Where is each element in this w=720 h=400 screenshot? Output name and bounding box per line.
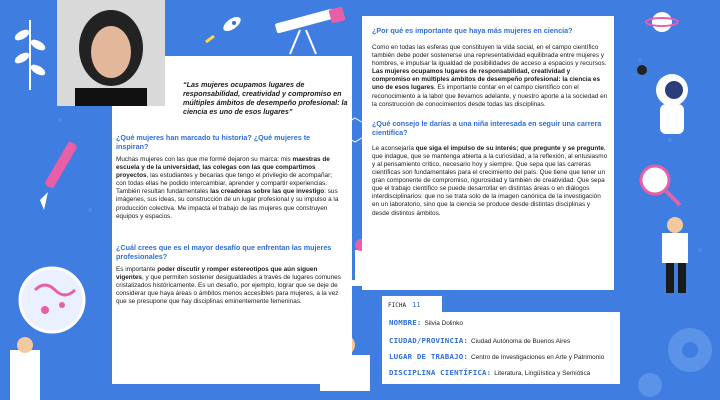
scientist-figure-icon — [10, 337, 40, 400]
astronaut-icon — [637, 65, 688, 134]
ficha-row-city — [389, 336, 570, 345]
magnifier-icon — [641, 166, 680, 205]
question-why-more-women: ¿Por qué es importante que haya más mujeres en ciencia? — [372, 26, 573, 35]
planet-icon — [646, 12, 678, 32]
rocket-icon — [206, 14, 243, 42]
right-column — [372, 26, 608, 218]
answer-inspiring-women: Muchas mujeres con las que me formé dejaron su marca: mis maestras de escuela y de la universidad, las colegas con las que compartimos proyectos, las estudiantes y becarias que tengo el privilegio de acompañar; con todas ellas he podido intercambiar, aprender y compartir experiencias. También resultan fundamentales las creadoras sobre las que investigo: sus imágenes, sus ideas, su construcción de un lugar profesional y su impulso a la producción colectiva. Me impacta el trabajo de las mujeres que construyen equipos y espacios. — [116, 156, 339, 220]
ficha-row-label: CIUDAD/PROVINCIA: — [389, 336, 469, 345]
ficha-row-label: DISCIPLINA CIENTÍFICA: — [389, 368, 492, 377]
answer-advice-girl: Le aconsejaría que siga el impulso de su interés; que pregunte y se pregunte, que indague, que se mantenga abierta a la curiosidad, a la reflexión, al entusiasmo y al pensamiento crítico, necesario hoy y siempre. Que sepa que las carreras científicas son fundamentales para el crecimiento del país. Que tiene que tener un gran componente de compromiso, rigurosidad y también de creatividad. Que sepa que el trabajo científico se puede desarrollar en distintas áreas o en diálogos interdisciplinarios: que no se trata solo de la imagen canónica de la investigación en un laboratorio, sino que la ciencia se produce desde distintas disciplinas y desde distintos ámbitos. — [372, 144, 608, 217]
plant-icon — [14, 20, 45, 90]
gear-icon — [638, 328, 712, 397]
left-column — [116, 133, 342, 306]
telescope-icon — [275, 6, 346, 54]
ficha-label: FICHA — [388, 301, 407, 309]
answer-why-more-women: Como en todas las esferas que constituyen la vida social, en el campo científico también debe poder sostenerse una representatividad equilibrada entre mujeres y hombres, e impulsar la igualdad de posibilidades de acceso a espacios y recursos. Las mujeres ocupamos lugares de responsabilidad, creatividad y compromiso en múltiples ámbitos de desempeño profesional: la ciencia es uno de esos lugares. Es importante contar en el campo científico con el reconocimiento a la labor que llevamos adelante, y nuestro aporte a la sociedad en la construcción de conocimientos desde todas las disciplinas. — [372, 44, 608, 108]
ficha-row-label: LUGAR DE TRABAJO: — [389, 352, 469, 361]
portrait-photo — [57, 0, 165, 106]
ficha-row-value: Silvia Dolinko — [424, 320, 463, 327]
pipette-icon — [40, 141, 78, 210]
ficha-number: 11 — [412, 301, 421, 309]
pull-quote: “Las mujeres ocupamos lugares de responsabilidad, creatividad y compromiso en múltiples ámbitos de desempeño profesional: la ciencia es uno de esos lugares” — [183, 80, 348, 116]
question-advice-girl: ¿Qué consejo le darías a una niña interesada en seguir una carrera científica? — [372, 118, 602, 137]
question-inspiring-women: ¿Qué mujeres han marcado tu historia? ¿Qué mujeres te inspiran? — [116, 133, 311, 151]
ficha-row-value: Centro de Investigaciones en Arte y Patrimonio — [471, 354, 605, 361]
question-greatest-challenge: ¿Cuál crees que es el mayor desafío que enfrentan las mujeres profesionales? — [116, 242, 332, 261]
ficha-row-label: NOMBRE: — [389, 318, 422, 327]
ficha-row-discipline — [389, 368, 590, 377]
ficha-row-value: Ciudad Autónoma de Buenos Aires — [471, 338, 571, 345]
petri-dish-icon — [20, 268, 84, 332]
ficha-row-name — [389, 318, 463, 327]
scientist-clipboard-icon — [662, 217, 688, 293]
answer-greatest-challenge: Es importante poder discutir y romper estereotipos que aún siguen vigentes, y que permiten sostener desigualdades a través de lugares comunes cristalizados históricamente. Es un desafío, por ejemplo, lograr que se deje de considerar que haya áreas o ámbitos menos accesibles para mujeres, a la vez que se presupone que hay disciplinas eminentemente femeninas. — [116, 265, 341, 306]
ficha-row-workplace — [389, 352, 604, 361]
ficha-row-value: Literatura, Lingüística y Semiótica — [494, 370, 591, 377]
